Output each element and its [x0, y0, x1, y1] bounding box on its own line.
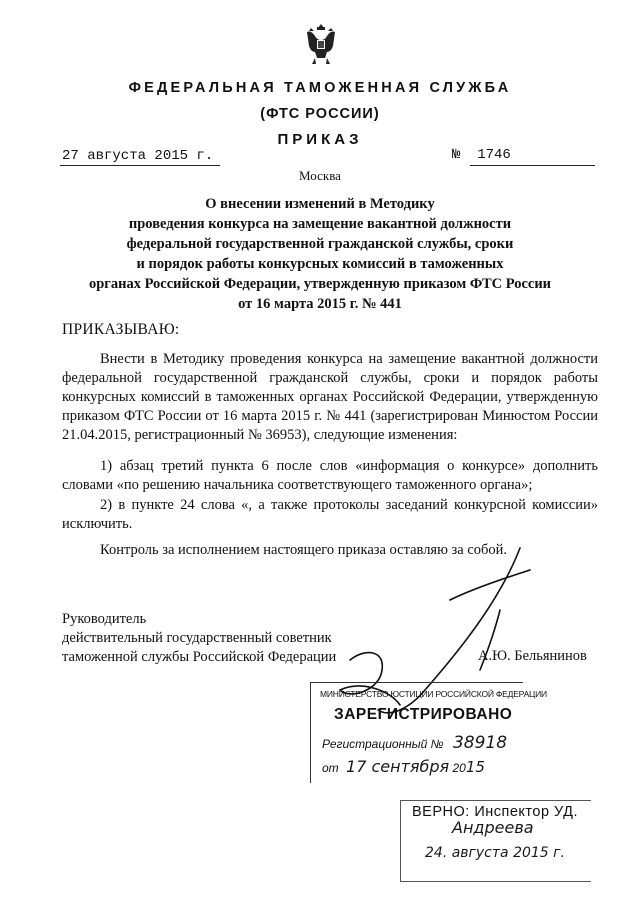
title-line: от 16 марта 2015 г. № 441: [238, 296, 402, 312]
city: Москва: [299, 168, 341, 183]
signatory-block: [62, 610, 336, 667]
stamp-date: [322, 757, 485, 776]
date-underline: [60, 165, 220, 166]
title-line: проведения конкурса на замещение вакантной должности: [128, 216, 512, 232]
stamp-from-label: от: [322, 761, 339, 775]
signatory-title-3: таможенной службы Российской Федерации: [62, 649, 337, 665]
stamp-reg-label: Регистрационный №: [322, 737, 444, 751]
stamp-year-suffix: 15: [465, 758, 485, 776]
title-line: О внесении изменений в Методику: [205, 196, 435, 212]
order-title: [0, 194, 640, 314]
stamp-ministry: МИНИСТЕРСТВО ЮСТИЦИИ РОССИЙСКОЙ ФЕДЕРАЦИИ: [320, 689, 547, 699]
ordering-word: ПРИКАЗЫВАЮ:: [62, 321, 180, 338]
state-emblem: [303, 18, 339, 68]
certification-title: ВЕРНО: Инспектор УД.: [412, 804, 578, 820]
document-type: ПРИКАЗ: [277, 131, 363, 148]
order-number: [452, 147, 511, 163]
number-value: 1746: [477, 147, 511, 163]
signatory-title-2: действительный государственный советник: [62, 630, 332, 646]
paragraph-control: Контроль за исполнением настоящего приказа оставляю за собой.: [100, 542, 508, 558]
signatory-name: А.Ю. Бельянинов: [478, 648, 587, 664]
signatory-title-1: Руководитель: [62, 611, 147, 627]
organization-short-name: (ФТС РОССИИ): [260, 106, 380, 122]
title-line: органах Российской Федерации, утвержденную приказом ФТС России: [88, 276, 552, 292]
paragraph-main: Внести в Методику проведения конкурса на замещение вакантной должности федеральной государственной гражданской службы, сроки и порядок работы конкурсных комиссий в таможенных органах Российской Федерации, утвержденную приказом ФТС России от 16 марта 2015 г. № 441 (зарегистрирован Минюстом России 21.04.2015, регистрационный № 36953), следующие изменения:: [62, 351, 598, 443]
certification-date: 24. августа 2015 г.: [425, 845, 565, 861]
number-prefix: №: [452, 147, 461, 163]
stamp-registration-number: [322, 733, 507, 753]
stamp-reg-value: 38918: [452, 733, 508, 753]
stamp-date-value: 17 сентября: [346, 757, 450, 776]
stamp-year-prefix: 20: [452, 761, 466, 775]
title-line: и порядок работы конкурсных комиссий в таможенных: [136, 256, 504, 272]
stamp-registered: ЗАРЕГИСТРИРОВАНО: [334, 706, 513, 723]
paragraph-item-2: 2) в пункте 24 слова «, а также протоколы заседаний конкурсной комиссии» исключить.: [62, 497, 598, 532]
certification-surname: Андреева: [452, 818, 534, 837]
title-line: федеральной государственной гражданской службы, сроки: [126, 236, 514, 252]
organization-name: ФЕДЕРАЛЬНАЯ ТАМОЖЕННАЯ СЛУЖБА: [128, 80, 512, 96]
number-underline: [470, 165, 595, 166]
paragraph-item-1: 1) абзац третий пункта 6 после слов «информация о конкурсе» дополнить словами «по решению начальника соответствующего таможенного органа»;: [62, 458, 598, 493]
order-date: 27 августа 2015 г.: [62, 148, 214, 164]
